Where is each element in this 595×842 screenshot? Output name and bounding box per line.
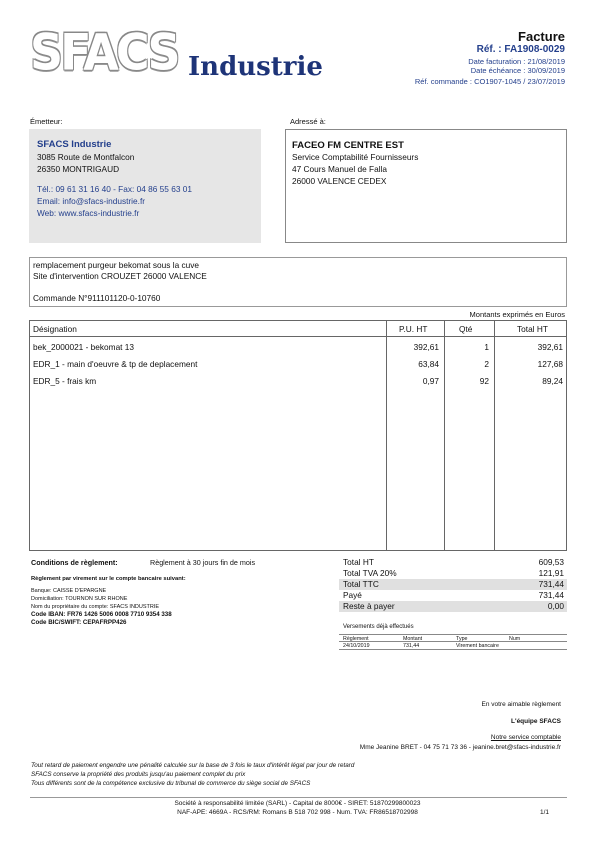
total-ttc-value: 731,44	[538, 579, 564, 589]
legal-line-2: SFACS conserve la propriété des produits jusqu'au paiement complet du prix	[31, 771, 246, 778]
header-total: Total HT	[517, 324, 548, 334]
row-designation: EDR_5 - frais km	[33, 376, 97, 386]
payments-header-num: Num	[509, 636, 521, 642]
total-tva-label: Total TVA 20%	[343, 568, 397, 578]
footer-company-info: Société à responsabilité limitée (SARL) - Capital de 8000€ - SIRET: 51870299800023	[174, 800, 421, 807]
total-ht-label: Total HT	[343, 557, 374, 567]
paid-label: Payé	[343, 590, 362, 600]
emitter-label: Émetteur:	[30, 117, 63, 126]
row-designation: EDR_1 - main d'oeuvre & tp de deplacement	[33, 359, 198, 369]
payment-amount: 731,44	[403, 643, 420, 649]
row-unit-price: 63,84	[418, 359, 439, 369]
row-quantity: 92	[479, 376, 489, 386]
row-quantity: 1	[484, 342, 489, 352]
paid-value: 731,44	[538, 590, 564, 600]
page-number: 1/1	[539, 809, 549, 816]
column-divider	[386, 321, 387, 550]
footer-divider	[30, 797, 567, 798]
iban: Code IBAN: FR76 1426 5006 0008 7710 9354 338	[31, 611, 172, 618]
bank-name: Banque: CAISSE D'EPARGNE	[31, 588, 107, 594]
recipient-label: Adressé à:	[290, 117, 326, 126]
row-total: 89,24	[542, 376, 563, 386]
invoice-due-date: Date échéance : 30/09/2019	[470, 66, 565, 75]
column-divider	[444, 321, 445, 550]
payments-table	[339, 634, 567, 650]
row-total: 392,61	[537, 342, 563, 352]
payment-terms-value: Règlement à 30 jours fin de mois	[150, 558, 256, 567]
currency-note: Montants exprimés en Euros	[469, 310, 565, 319]
recipient-street: 47 Cours Manuel de Falla	[292, 164, 388, 174]
object-line-2: Site d'intervention CROUZET 26000 VALENCE	[33, 271, 207, 281]
payments-header-amount: Montant	[403, 636, 423, 642]
payments-header-date: Règlement	[343, 636, 369, 642]
invoice-lines-table	[29, 320, 567, 551]
emitter-name: SFACS Industrie	[37, 139, 112, 150]
company-logo: SFACS	[30, 22, 178, 82]
recipient-city: 26000 VALENCE CEDEX	[292, 176, 387, 186]
legal-line-1: Tout retard de paiement engendre une pénalité calculée sur la base de 3 fois le taux d'intérêt légal par jour de retard	[31, 762, 355, 769]
invoice-object	[29, 257, 567, 307]
invoice-date: Date facturation : 21/08/2019	[468, 57, 565, 66]
emitter-website[interactable]: Web: www.sfacs-industrie.fr	[37, 208, 140, 218]
emitter-email[interactable]: Email: info@sfacs-industrie.fr	[37, 196, 146, 206]
total-tva-row	[339, 568, 567, 579]
row-quantity: 2	[484, 359, 489, 369]
payment-date: 24/10/2019	[343, 643, 370, 649]
remaining-label: Reste à payer	[343, 601, 395, 611]
object-line-1: remplacement purgeur bekomat sous la cuve	[33, 260, 200, 270]
row-unit-price: 0,97	[422, 376, 439, 386]
payments-divider	[339, 641, 567, 642]
payment-terms-label: Conditions de règlement:	[31, 558, 118, 567]
object-order-number: Commande N°911101120-0-10760	[33, 293, 161, 303]
header-quantity: Qté	[459, 324, 473, 334]
row-total: 127,68	[537, 359, 563, 369]
recipient-service: Service Comptabilité Fournisseurs	[292, 152, 419, 162]
accounting-service: Notre service comptable	[490, 734, 561, 741]
total-ht-row	[339, 557, 567, 568]
team-signature: L'équipe SFACS	[511, 718, 561, 725]
invoice-reference: Réf. : FA1908-0029	[476, 44, 565, 55]
bank-domiciliation: Domiciliation: TOURNON SUR RHONE	[31, 596, 128, 602]
table-header	[30, 321, 566, 337]
emitter-city: 26350 MONTRIGAUD	[37, 164, 120, 174]
total-tva-value: 121,91	[538, 568, 564, 578]
invoice-title: Facture	[518, 29, 565, 44]
account-owner: Nom du propriétaire du compte: SFACS INDUSTRIE	[31, 604, 160, 610]
emitter-phone: Tél.: 09 61 31 16 40 - Fax: 04 86 55 63 01	[37, 184, 192, 194]
legal-line-3: Tous différents sont de la compétence exclusive du tribunal de commerce du siège social de SFACS	[31, 780, 311, 787]
remaining-value: 0,00	[547, 601, 564, 611]
total-ttc-label: Total TTC	[343, 579, 379, 589]
row-unit-price: 392,61	[413, 342, 439, 352]
total-ht-value: 609,53	[538, 557, 564, 567]
payment-type: Virement bancaire	[456, 643, 499, 649]
row-designation: bek_2000021 - bekomat 13	[33, 342, 135, 352]
accounting-contact: Mme Jeanine BRET - 04 75 71 73 36 - jeanine.bret@sfacs-industrie.fr	[359, 744, 561, 751]
footer-registration: NAF-APE: 4669A - RCS/RM: Romans B 518 702 998 - Num. TVA: FR86518702998	[177, 809, 418, 816]
header-unit-price: P.U. HT	[399, 324, 428, 334]
bic: Code BIC/SWIFT: CEPAFRPP426	[31, 619, 127, 626]
closing-phrase: En votre aimable règlement	[481, 701, 561, 708]
header-designation: Désignation	[33, 324, 77, 334]
total-ttc-row	[339, 579, 567, 590]
emitter-block	[29, 129, 261, 243]
recipient-name: FACEO FM CENTRE EST	[292, 140, 404, 151]
recipient-block	[285, 129, 567, 243]
payments-title: Versements déjà effectués	[343, 624, 414, 630]
paid-row	[339, 590, 567, 601]
transfer-title: Règlement par virement sur le compte bancaire suivant:	[31, 576, 186, 582]
company-logo-suffix: Industrie	[188, 52, 323, 82]
payments-header-type: Type	[456, 636, 468, 642]
emitter-street: 3085 Route de Montfalcon	[37, 152, 135, 162]
remaining-row	[339, 601, 567, 612]
column-divider	[494, 321, 495, 550]
order-reference: Réf. commande : CO1907-1045 / 23/07/2019	[414, 77, 565, 86]
